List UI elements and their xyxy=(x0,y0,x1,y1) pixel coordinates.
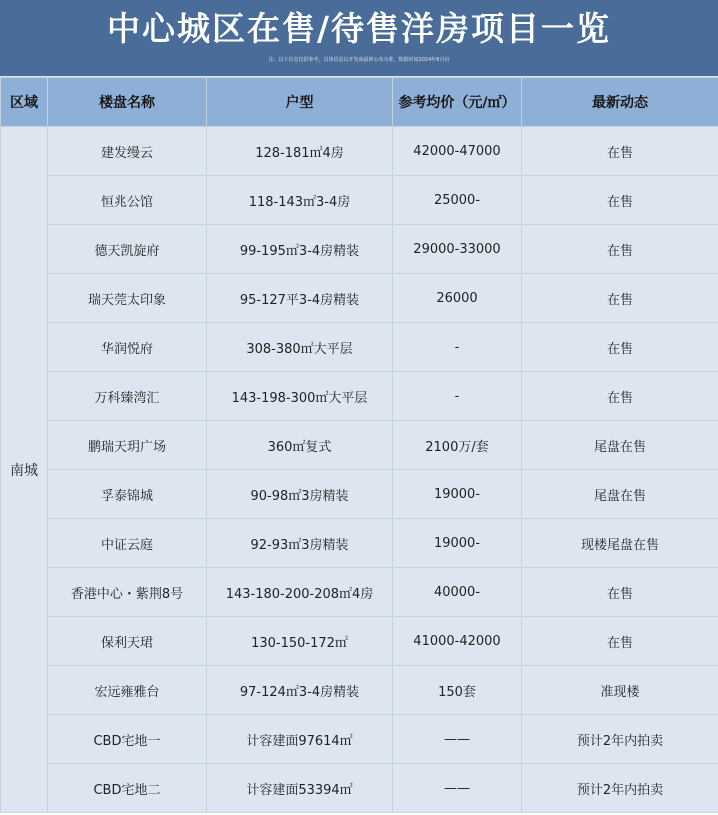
project-name: 华润悦府 xyxy=(48,323,207,372)
project-name: 香港中心・紫荆8号 xyxy=(48,568,207,617)
project-name: CBD宅地二 xyxy=(48,764,207,813)
reference-price: 41000-42000 xyxy=(393,617,522,666)
column-header-status: 最新动态 xyxy=(522,78,718,127)
latest-status: 尾盘在售 xyxy=(522,470,718,519)
reference-price: 2100万/套 xyxy=(393,421,522,470)
latest-status: 尾盘在售 xyxy=(522,421,718,470)
table-header-row xyxy=(1,78,718,127)
project-name: 保利天珺 xyxy=(48,617,207,666)
title-banner xyxy=(0,0,718,77)
table-row xyxy=(1,568,718,617)
unit-layout: 143-180-200-208㎡4房 xyxy=(207,568,393,617)
project-name: CBD宅地一 xyxy=(48,715,207,764)
table-row xyxy=(1,617,718,666)
table-row xyxy=(1,764,718,813)
column-header-region: 区域 xyxy=(1,78,48,127)
project-name: 中证云庭 xyxy=(48,519,207,568)
table-row xyxy=(1,372,718,421)
reference-price: 29000-33000 xyxy=(393,225,522,274)
disclaimer-note: 注：以下信息仅供参考，具体信息以开发商最新公布为准，数据时间2024年8月份 xyxy=(268,57,450,63)
reference-price: 150套 xyxy=(393,666,522,715)
latest-status: 在售 xyxy=(522,176,718,225)
table-row xyxy=(1,519,718,568)
reference-price: 19000- xyxy=(393,519,522,568)
latest-status: 现楼尾盘在售 xyxy=(522,519,718,568)
reference-price: —— xyxy=(393,715,522,764)
unit-layout: 99-195㎡3-4房精装 xyxy=(207,225,393,274)
table-row xyxy=(1,470,718,519)
reference-price: 42000-47000 xyxy=(393,127,522,176)
project-name: 宏远雍雅台 xyxy=(48,666,207,715)
latest-status: 在售 xyxy=(522,127,718,176)
table-row xyxy=(1,176,718,225)
reference-price: 40000- xyxy=(393,568,522,617)
table-row xyxy=(1,666,718,715)
column-header-name: 楼盘名称 xyxy=(48,78,207,127)
project-name: 孚泰锦城 xyxy=(48,470,207,519)
table-row xyxy=(1,225,718,274)
page-title: 中心城区在售/待售洋房项目一览 xyxy=(106,9,612,48)
unit-layout: 128-181㎡4房 xyxy=(207,127,393,176)
latest-status: 在售 xyxy=(522,568,718,617)
unit-layout: 92-93㎡3房精装 xyxy=(207,519,393,568)
project-name: 恒兆公馆 xyxy=(48,176,207,225)
table-row xyxy=(1,274,718,323)
column-header-layout: 户型 xyxy=(207,78,393,127)
unit-layout: 97-124㎡3-4房精装 xyxy=(207,666,393,715)
project-name: 万科臻湾汇 xyxy=(48,372,207,421)
reference-price: 26000 xyxy=(393,274,522,323)
reference-price: - xyxy=(393,323,522,372)
table-row xyxy=(1,421,718,470)
reference-price: 19000- xyxy=(393,470,522,519)
table-row xyxy=(1,715,718,764)
latest-status: 在售 xyxy=(522,323,718,372)
project-table xyxy=(0,77,718,813)
unit-layout: 95-127平3-4房精装 xyxy=(207,274,393,323)
unit-layout: 计容建面53394㎡ xyxy=(207,764,393,813)
project-name: 鹏瑞天玥广场 xyxy=(48,421,207,470)
unit-layout: 130-150-172㎡ xyxy=(207,617,393,666)
latest-status: 在售 xyxy=(522,225,718,274)
table-row xyxy=(1,127,718,176)
reference-price: 25000- xyxy=(393,176,522,225)
latest-status: 预计2年内拍卖 xyxy=(522,715,718,764)
latest-status: 在售 xyxy=(522,274,718,323)
unit-layout: 360㎡复式 xyxy=(207,421,393,470)
unit-layout: 308-380㎡大平层 xyxy=(207,323,393,372)
project-name: 瑞天莞太印象 xyxy=(48,274,207,323)
region-cell: 南城 xyxy=(1,127,48,813)
latest-status: 准现楼 xyxy=(522,666,718,715)
latest-status: 在售 xyxy=(522,617,718,666)
project-name: 德天凯旋府 xyxy=(48,225,207,274)
latest-status: 预计2年内拍卖 xyxy=(522,764,718,813)
column-header-price: 参考均价（元/㎡） xyxy=(393,78,522,127)
reference-price: - xyxy=(393,372,522,421)
unit-layout: 90-98㎡3房精装 xyxy=(207,470,393,519)
table-row xyxy=(1,323,718,372)
latest-status: 在售 xyxy=(522,372,718,421)
reference-price: —— xyxy=(393,764,522,813)
unit-layout: 118-143㎡3-4房 xyxy=(207,176,393,225)
unit-layout: 计容建面97614㎡ xyxy=(207,715,393,764)
project-name: 建发缦云 xyxy=(48,127,207,176)
unit-layout: 143-198-300㎡大平层 xyxy=(207,372,393,421)
